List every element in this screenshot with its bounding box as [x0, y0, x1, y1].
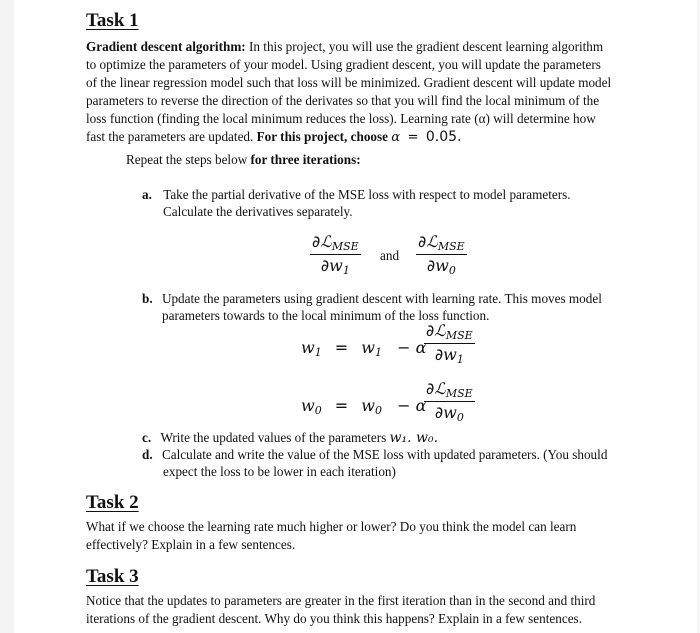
- item-a-label: a.: [142, 187, 152, 202]
- intro-line-learning-rate: fast the parameters are updated. For this project, choose α = 0.05.: [86, 129, 462, 145]
- item-c-text: Write the updated values of the parameters: [160, 430, 390, 445]
- update-eq-w0-lhs: $w_0 = w_0 - \alpha$: [301, 396, 427, 417]
- derivative-dl-dw0: ∂ℒ$_{MSE}$ $\partial w_0$: [418, 232, 465, 277]
- document-page: [14, 0, 697, 633]
- derivative-dl-dw1: ∂ℒ$_{MSE}$ $\partial w_1$: [312, 232, 359, 277]
- task3-body: [86, 592, 646, 628]
- list-item-b: [142, 290, 602, 324]
- item-d-label: d.: [142, 447, 153, 462]
- repeat-instruction: [126, 152, 361, 168]
- item-b-line2: parameters towards to the local minimum of the loss function.: [162, 308, 490, 323]
- list-item-c: [142, 430, 438, 446]
- item-b-line1: Update the parameters using gradient descent with learning rate. This moves model: [161, 291, 602, 306]
- task2-body: [86, 518, 646, 554]
- item-c-label: c.: [142, 430, 152, 445]
- update-eq-w1-fraction: ∂ℒ$_{MSE}$ $\partial w_1$: [426, 321, 473, 366]
- update-eq-w0-fraction: ∂ℒ$_{MSE}$ $\partial w_0$: [426, 379, 473, 424]
- item-a-line1: Take the partial derivative of the MSE loss with respect to model parameters.: [163, 187, 571, 202]
- list-item-d: [142, 446, 607, 480]
- intro-line: Gradient descent algorithm: In this project, you will use the gradient descent learning algorithm: [86, 39, 604, 54]
- task3-line1: Notice that the updates to parameters are greater in the first iteration than in the second and third: [86, 593, 596, 608]
- intro-line: of the linear regression model such that loss will be minimized. Gradient descent will update model: [86, 75, 612, 90]
- intro-line: parameters to reverse the direction of the derivates so that you will find the local minimum of the: [86, 93, 600, 108]
- list-item-a: [142, 186, 571, 220]
- repeat-bold: for three iterations:: [250, 152, 361, 167]
- update-eq-w1-lhs: $w_1 = w_1 - \alpha$: [301, 338, 427, 359]
- intro-line: to optimize the parameters of your model. Using gradient descent, you will update the parameters: [86, 57, 601, 72]
- item-a-line2: Calculate the derivatives separately.: [163, 204, 353, 219]
- repeat-text: Repeat the steps below: [126, 152, 251, 167]
- task1-intro: [86, 38, 646, 147]
- intro-line: loss function (finding the local minimum reduces the loss). Learning rate (α) will determine how: [86, 111, 596, 126]
- and-word: and: [380, 248, 400, 263]
- item-d-line2: expect the loss to be lower in each iteration): [163, 464, 396, 479]
- task2-line1: What if we choose the learning rate much higher or lower? Do you think the model can learn: [86, 519, 577, 534]
- task2-line2: effectively? Explain in a few sentences.: [86, 537, 296, 552]
- task1-heading: Task 1: [86, 10, 139, 31]
- task3-heading: Task 3: [86, 566, 139, 587]
- item-c-math: w₁. w₀.: [389, 430, 439, 446]
- item-d-line1: Calculate and write the value of the MSE loss with updated parameters. (You should: [161, 447, 608, 462]
- task2-heading: Task 2: [86, 492, 139, 513]
- task3-line2: iterations of the gradient descent. Why do you think this happens? Explain in a few sentences.: [86, 611, 582, 626]
- item-b-label: b.: [142, 291, 153, 306]
